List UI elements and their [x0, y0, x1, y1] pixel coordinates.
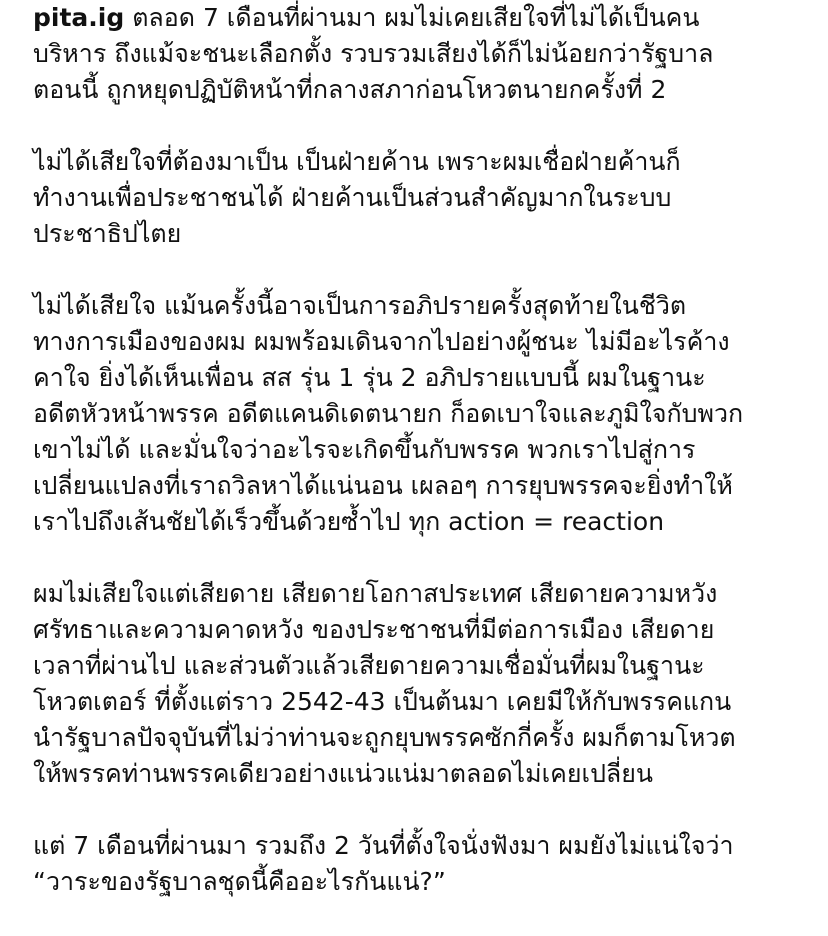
caption-line: ไม่ได้เสียใจ แม้นครั้งนี้อาจเป็นการอภิปรายครั้งสุดท้ายในชีวิต [33, 291, 687, 320]
post-caption [33, 0, 823, 936]
caption-text: ตลอด 7 เดือนที่ผ่านมา ผมไม่เคยเสียใจที่ไม่ได้เป็นคน [124, 3, 700, 32]
caption-line: ผมไม่เสียใจแต่เสียดาย เสียดายโอกาสประเทศ เสียดายความหวัง [33, 579, 718, 608]
caption-line: ไม่ได้เสียใจที่ต้องมาเป็น เป็นฝ่ายค้าน เพราะผมเชื่อฝ่ายค้านก็ [33, 147, 681, 176]
caption-line: “วาระของรัฐบาลชุดนี้คืออะไรกันแน่?” [33, 867, 446, 896]
caption-line: แต่ 7 เดือนที่ผ่านมา รวมถึง 2 วันที่ตั้งใจนั่งฟังมา ผมยังไม่แน่ใจว่า [33, 831, 734, 860]
caption-paragraph-3 [33, 288, 823, 540]
caption-line: เขาไม่ได้ และมั่นใจว่าอะไรจะเกิดขึ้นกับพรรค พวกเราไปสู่การ [33, 435, 696, 464]
caption-line: เวลาที่ผ่านไป และส่วนตัวแล้วเสียดายความเชื่อมั่นที่ผมในฐานะ [33, 651, 705, 680]
caption-line: ตอนนี้ ถูกหยุดปฏิบัติหน้าที่กลางสภาก่อนโหวตนายกครั้งที่ 2 [33, 75, 667, 104]
caption-line: บริหาร ถึงแม้จะชนะเลือกตั้ง รวบรวมเสียงได้ก็ไม่น้อยกว่ารัฐบาล [33, 39, 714, 68]
caption-line: อดีตหัวหน้าพรรค อดีตแคนดิเดตนายก ก็อดเบาใจและภูมิใจกับพวก [33, 399, 744, 428]
caption-line: ประชาธิปไตย [33, 219, 182, 248]
caption-line: โหวตเตอร์ ที่ตั้งแต่ราว 2542-43 เป็นต้นมา เคยมีให้กับพรรคแกน [33, 687, 732, 716]
caption-line: คาใจ ยิ่งได้เห็นเพื่อน สส รุ่น 1 รุ่น 2 อภิปรายแบบนี้ ผมในฐานะ [33, 363, 706, 392]
caption-line: ศรัทธาและความคาดหวัง ของประชาชนที่มีต่อการเมือง เสียดาย [33, 615, 715, 644]
caption-paragraph-4 [33, 576, 823, 792]
caption-line: ให้พรรคท่านพรรคเดียวอย่างแน่วแน่มาตลอดไม่เคยเปลี่ยน [33, 759, 653, 788]
caption-paragraph-5 [33, 828, 823, 900]
caption-line: เราไปถึงเส้นชัยได้เร็วขึ้นด้วยซ้ำไป ทุก action = reaction [33, 507, 665, 536]
caption-line: ทำงานเพื่อประชาชนได้ ฝ่ายค้านเป็นส่วนสำคัญมากในระบบ [33, 183, 672, 212]
caption-line: ทางการเมืองของผม ผมพร้อมเดินจากไปอย่างผู้ชนะ ไม่มีอะไรค้าง [33, 327, 730, 356]
caption-paragraph-1 [33, 0, 823, 108]
username-link[interactable]: pita.ig [33, 3, 125, 32]
caption-line: นำรัฐบาลปัจจุบันที่ไม่ว่าท่านจะถูกยุบพรรคซักกี่ครั้ง ผมก็ตามโหวต [33, 723, 736, 752]
caption-paragraph-2 [33, 144, 823, 252]
caption-line: เปลี่ยนแปลงที่เราถวิลหาได้แน่นอน เผลอๆ การยุบพรรคจะยิ่งทำให้ [33, 471, 733, 500]
caption-line [33, 0, 823, 36]
